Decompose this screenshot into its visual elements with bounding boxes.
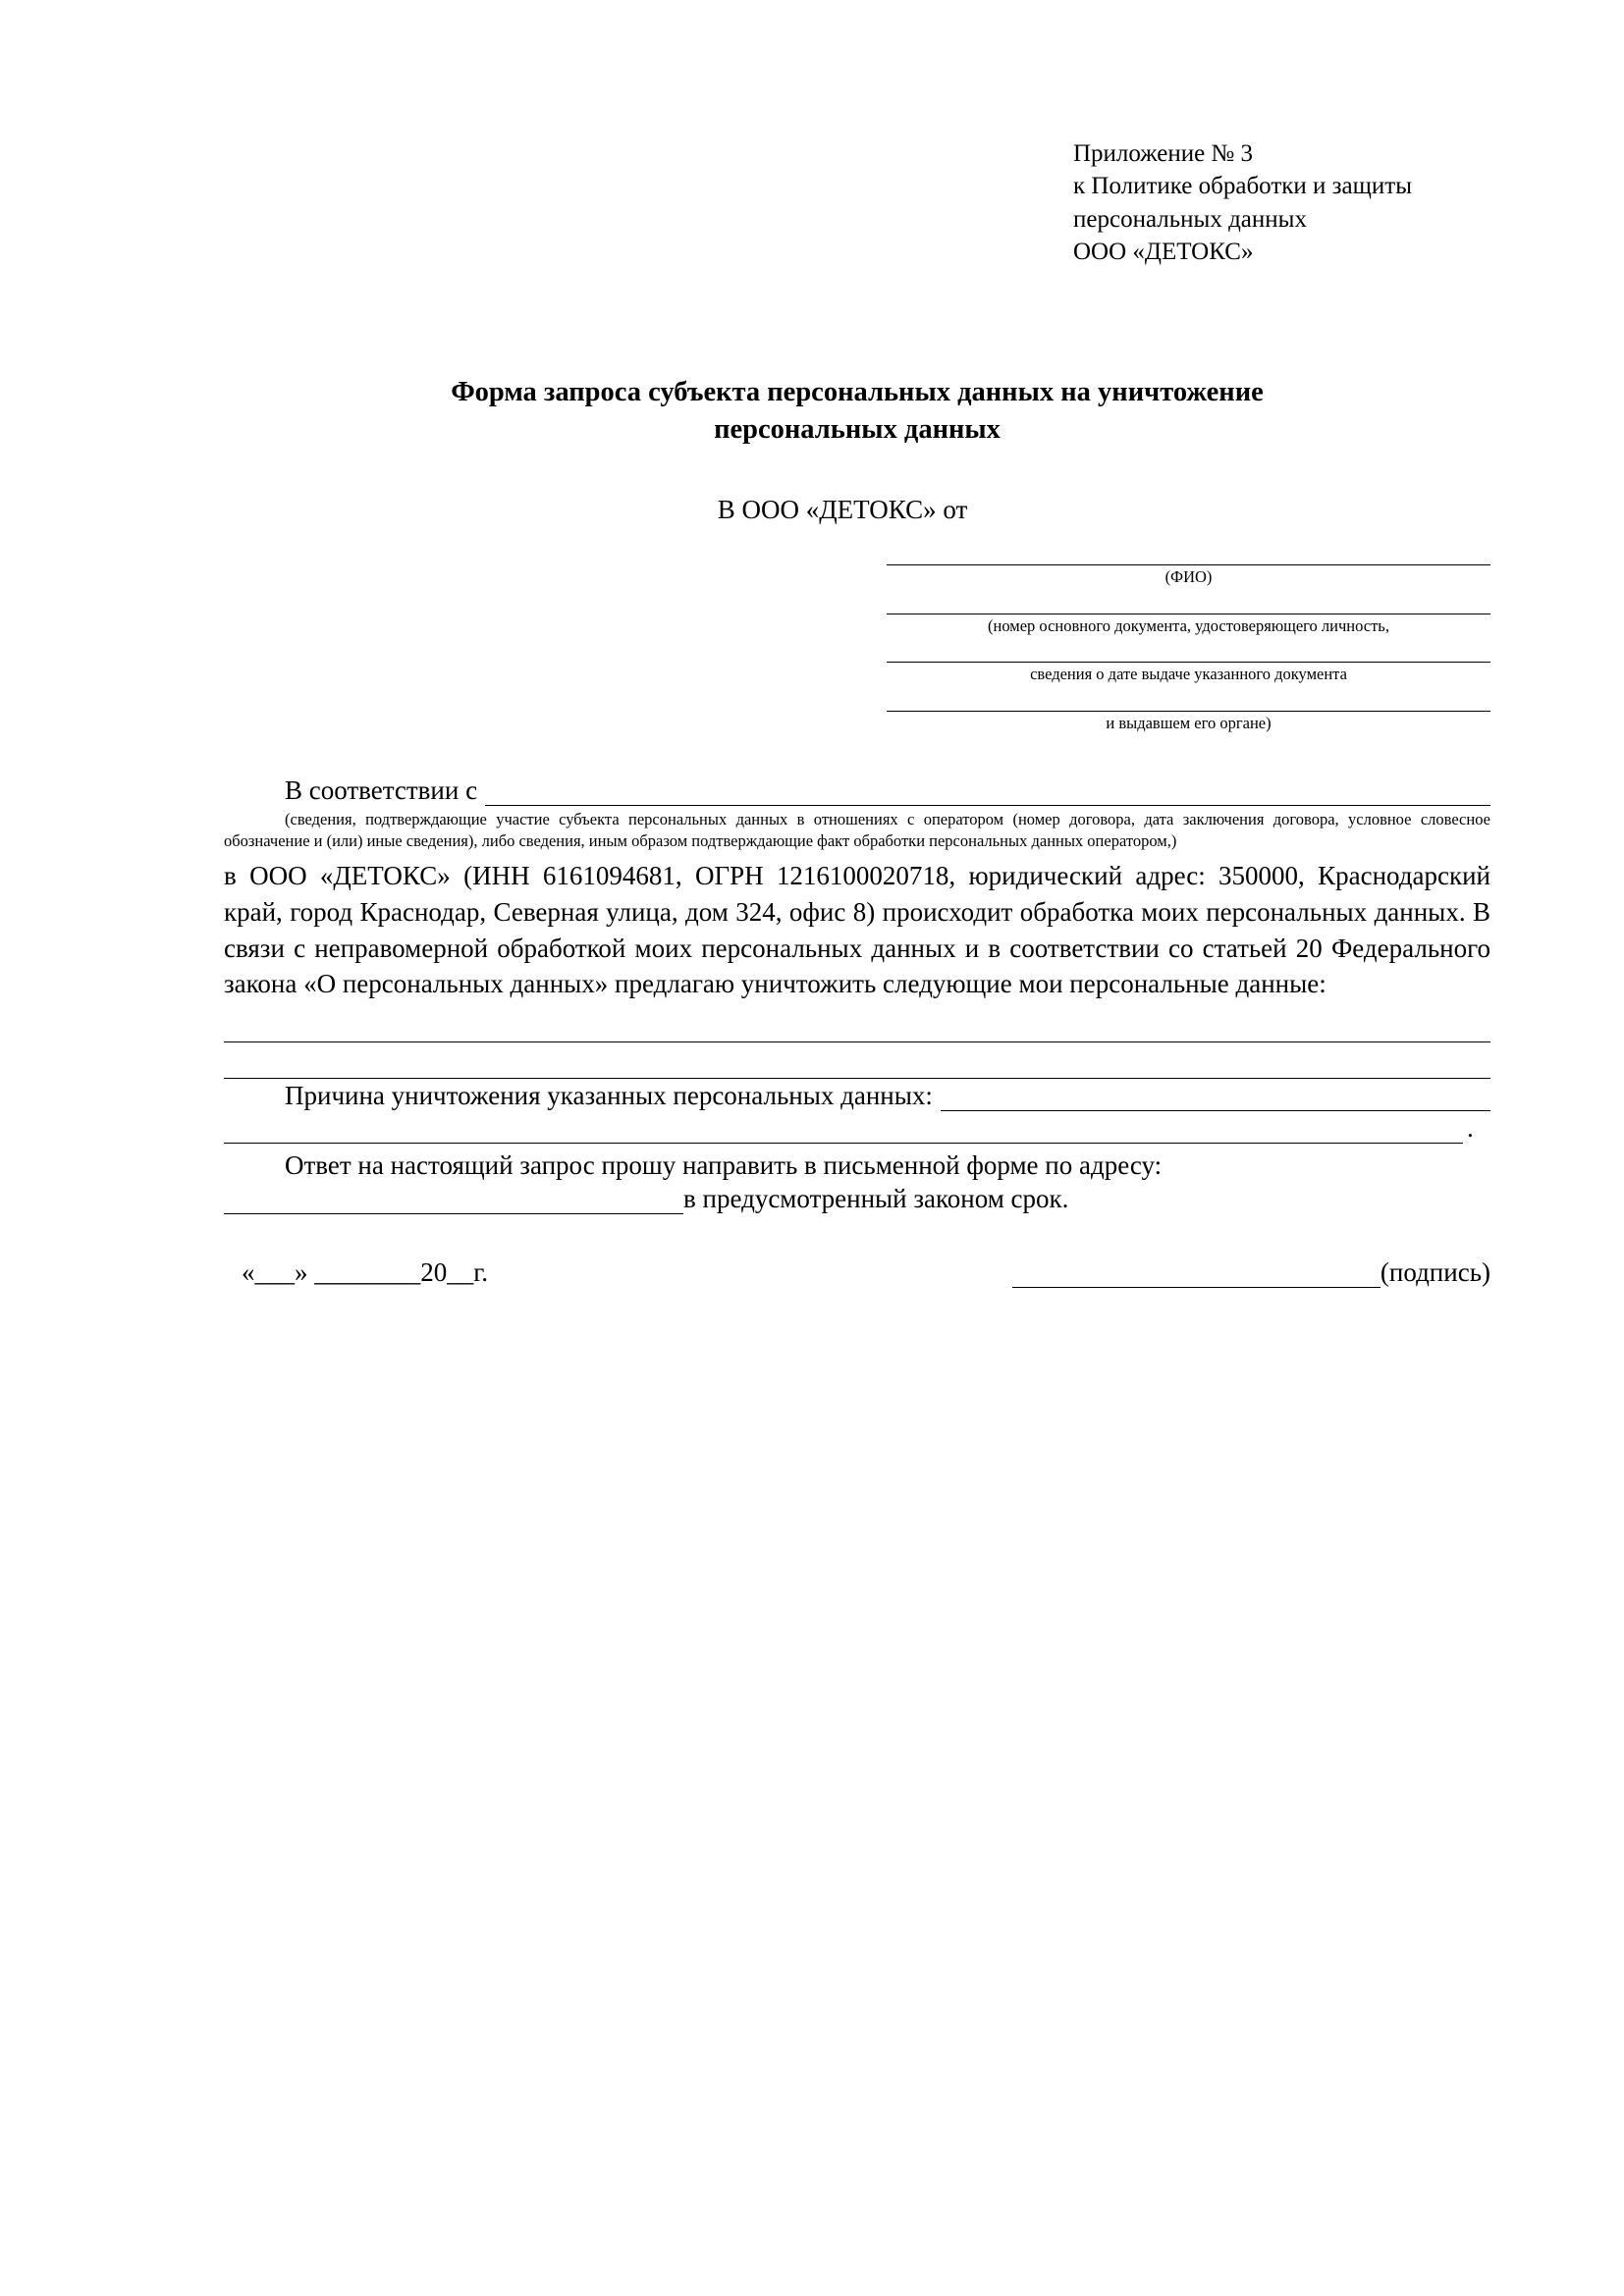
answer-paragraph-text: Ответ на настоящий запрос прошу направить в письменной форме по адресу: xyxy=(285,1150,1163,1181)
appendix-header-line-4: ООО «ДЕТОКС» xyxy=(1073,238,1254,265)
reason-row xyxy=(224,1081,1490,1111)
data-list-input-line-2[interactable] xyxy=(224,1042,1490,1079)
page-title-line-1: Форма запроса субъекта персональных данных на уничтожение xyxy=(451,377,1264,407)
answer-address-input[interactable] xyxy=(224,1184,683,1214)
document-number-input[interactable] xyxy=(887,588,1490,614)
fio-input[interactable] xyxy=(887,539,1490,565)
reason-label: Причина уничтожения указанных персональных данных: xyxy=(285,1081,933,1111)
reason-input[interactable] xyxy=(941,1085,1490,1111)
fio-caption: (ФИО) xyxy=(1164,567,1213,587)
page-title xyxy=(224,374,1490,448)
appendix-header-line-1: Приложение № 3 xyxy=(1073,140,1254,167)
applicant-fields xyxy=(887,539,1490,734)
signature-label: (подпись) xyxy=(1380,1256,1490,1287)
signature-date-input[interactable]: «___» ________20__г. xyxy=(242,1256,489,1287)
accordance-label: В соответствии с xyxy=(285,774,478,805)
appendix-header-line-3: персональных данных xyxy=(1073,205,1307,233)
page-title-line-2: персональных данных xyxy=(714,413,1001,445)
document-content xyxy=(224,137,1490,1288)
accordance-note xyxy=(224,809,1490,853)
reason-end-punctuation: . xyxy=(1467,1113,1474,1144)
document-issuer-input[interactable] xyxy=(887,685,1490,712)
answer-row-2 xyxy=(224,1184,1490,1214)
addressee-line: В ООО «ДЕТОКС» от xyxy=(717,495,968,525)
appendix-header-line-2: к Политике обработки и защиты xyxy=(1073,173,1413,200)
appendix-header xyxy=(1073,137,1490,268)
accordance-input[interactable] xyxy=(485,779,1490,806)
document-number-caption: (номер основного документа, удостоверяющего личность, xyxy=(988,615,1389,635)
accordance-note-text: (сведения, подтверждающие участие субъекта персональных данных в отношениях с оператором (номер договора, дата заключения договора, условное словесное обозначение и (или) иные сведения), либо сведения, иным образом подтверждающие факт обработки персональных данных оператором,) xyxy=(224,809,1490,850)
accordance-row xyxy=(224,775,1490,806)
reason-input-line-2[interactable] xyxy=(224,1111,1463,1144)
body-paragraph: в ООО «ДЕТОКС» (ИНН 6161094681, ОГРН 1216100020718, юридический адрес: 350000, Краснодарский край, город Краснодар, Северная улица, дом 324, офис 8) происходит обработка моих персональных данных. В связи с неправомерной обработкой моих персональных данных и в соответствии со статьей 20 Федерального закона «О персональных данных» предлагаю уничтожить следующие мои персональные данные: xyxy=(224,861,1490,999)
answer-paragraph xyxy=(224,1148,1490,1184)
signature-input[interactable] xyxy=(1012,1259,1380,1288)
document-date-input[interactable] xyxy=(887,636,1490,663)
answer-tail-text: в предусмотренный законом срок. xyxy=(683,1183,1069,1213)
document-issuer-caption: и выдавшем его органе) xyxy=(1106,714,1272,733)
signature-row xyxy=(224,1257,1490,1288)
data-list-input-line-1[interactable] xyxy=(224,1002,1490,1042)
reason-row-2 xyxy=(224,1111,1490,1144)
document-date-caption: сведения о дате выдаче указанного документа xyxy=(1030,665,1347,684)
